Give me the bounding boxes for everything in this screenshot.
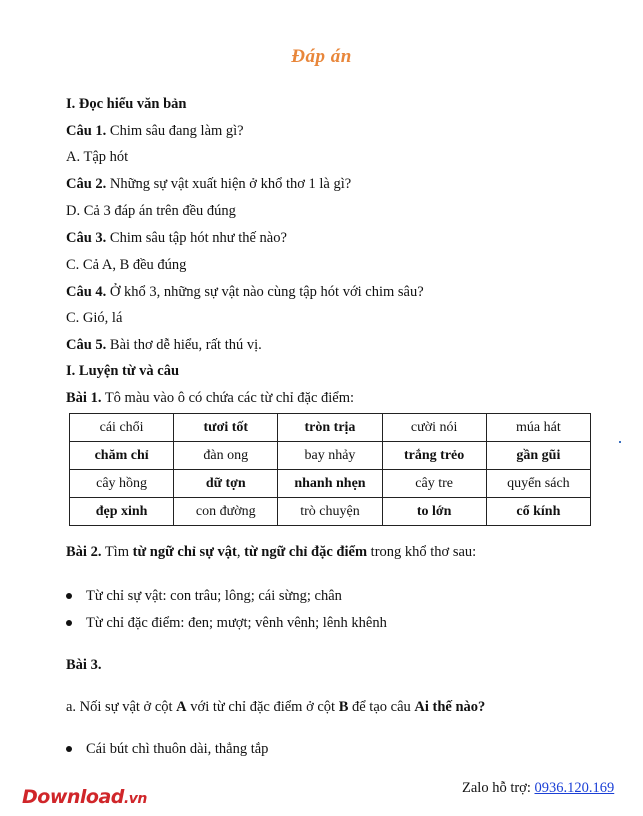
sentence-pattern: Ai thế nào? — [414, 699, 486, 715]
question-label: Câu 1. — [66, 123, 107, 139]
word-grid — [69, 413, 591, 526]
column-a: A — [176, 699, 187, 715]
download-logo[interactable] — [22, 786, 147, 808]
list-item-text: Từ chỉ đặc điểm: đen; mượt; vênh vênh; lênh khênh — [86, 615, 387, 631]
answer-1: A. Tập hót — [66, 149, 129, 165]
column-b: B — [338, 699, 349, 715]
word-cell: cổ kính — [486, 498, 590, 526]
word-cell: múa hát — [486, 414, 590, 442]
question-text: Chim sâu đang làm gì? — [106, 123, 244, 139]
logo-text: Download — [22, 786, 124, 808]
exercise-3a — [66, 698, 485, 716]
instruction-text: để tạo câu — [348, 699, 415, 715]
section-heading-vocab: I. Luyện từ và câu — [66, 363, 180, 379]
question-text: Những sự vật xuất hiện ở khổ thơ 1 là gì? — [106, 176, 352, 192]
answer-4: C. Gió, lá — [66, 310, 123, 326]
table-row — [70, 442, 591, 470]
answer-3: C. Cả A, B đều đúng — [66, 257, 187, 273]
exercise-2 — [66, 543, 476, 561]
list-item — [66, 614, 387, 632]
stray-mark — [619, 441, 621, 443]
word-cell: trò chuyện — [278, 498, 382, 526]
question-2 — [66, 175, 351, 193]
question-text: Chim sâu tập hót như thế nào? — [106, 230, 287, 246]
word-cell: quyển sách — [486, 470, 590, 498]
question-1 — [66, 122, 244, 140]
question-label: Câu 4. — [66, 284, 107, 300]
page-title: Đáp án — [291, 46, 352, 67]
word-cell: tròn trịa — [278, 414, 382, 442]
instruction-text: với từ chỉ đặc điểm ở cột — [186, 699, 339, 715]
word-cell: nhanh nhẹn — [278, 470, 382, 498]
list-item-text: Cái bút chì thuôn dài, thẳng tắp — [86, 741, 269, 757]
exercise-1 — [66, 389, 354, 407]
word-cell: cái chổi — [70, 414, 174, 442]
question-text: Ở khổ 3, những sự vật nào cùng tập hót với chim sâu? — [106, 284, 424, 300]
table-row — [70, 414, 591, 442]
word-cell: cười nói — [382, 414, 486, 442]
exercise-text-end: trong khổ thơ sau: — [367, 544, 477, 560]
list-item-text: Từ chỉ sự vật: con trâu; lông; cái sừng; chân — [86, 588, 342, 604]
exercise-label: Bài 1. — [66, 390, 102, 406]
logo-suffix: .vn — [123, 791, 147, 807]
support-phone-link[interactable]: 0936.120.169 — [534, 780, 615, 796]
question-label: Câu 5. — [66, 337, 107, 353]
exercise-3: Bài 3. — [66, 657, 102, 673]
word-cell: đàn ong — [174, 442, 278, 470]
question-4 — [66, 283, 424, 301]
instruction-text: a. Nối sự vật ở cột — [66, 699, 177, 715]
word-cell: cây hồng — [70, 470, 174, 498]
list-item — [66, 587, 342, 605]
term-features: từ ngữ chỉ đặc điểm — [244, 544, 368, 560]
term-things: từ ngữ chỉ sự vật — [132, 544, 237, 560]
word-cell: cây tre — [382, 470, 486, 498]
question-5 — [66, 336, 262, 354]
question-label: Câu 2. — [66, 176, 107, 192]
support-label: Zalo hỗ trợ: — [462, 780, 535, 796]
word-cell: to lớn — [382, 498, 486, 526]
separator: , — [236, 544, 245, 560]
word-cell: con đường — [174, 498, 278, 526]
exercise-text: Tìm — [101, 544, 133, 560]
question-3 — [66, 229, 287, 247]
word-cell: bay nhảy — [278, 442, 382, 470]
section-heading-reading: I. Đọc hiểu văn bản — [66, 96, 187, 112]
bullet-icon — [66, 746, 72, 752]
list-item — [66, 740, 268, 758]
support-contact — [462, 780, 614, 797]
question-label: Câu 3. — [66, 230, 107, 246]
exercise-text: Tô màu vào ô có chứa các từ chỉ đặc điểm: — [101, 390, 355, 406]
answer-2: D. Cả 3 đáp án trên đều đúng — [66, 203, 236, 219]
word-cell: gần gũi — [486, 442, 590, 470]
bullet-icon — [66, 593, 72, 599]
word-cell: tươi tốt — [174, 414, 278, 442]
word-cell: trắng trẻo — [382, 442, 486, 470]
word-cell: chăm chỉ — [70, 442, 174, 470]
table-row — [70, 498, 591, 526]
word-cell: đẹp xinh — [70, 498, 174, 526]
question-text: Bài thơ dễ hiểu, rất thú vị. — [106, 337, 262, 353]
word-cell: dữ tợn — [174, 470, 278, 498]
exercise-label: Bài 2. — [66, 544, 102, 560]
bullet-icon — [66, 620, 72, 626]
table-row — [70, 470, 591, 498]
